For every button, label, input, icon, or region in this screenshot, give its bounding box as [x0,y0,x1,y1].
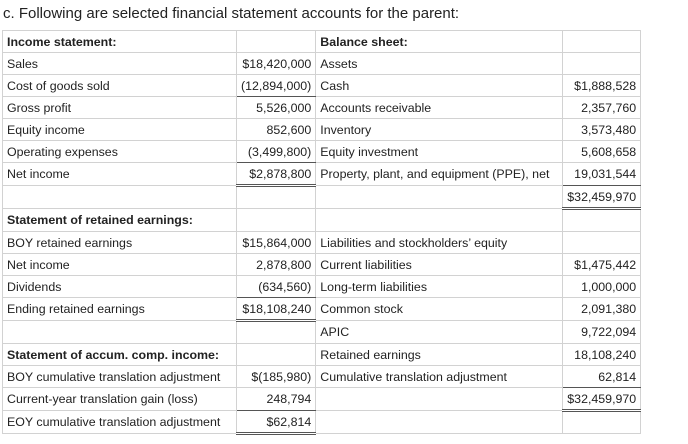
row-value: 1,000,000 [563,276,641,298]
row-value: 5,608,658 [563,141,641,163]
row-value: $2,878,800 [237,163,316,186]
table-row [3,298,641,321]
row-value: 248,794 [237,388,316,411]
table-row [3,411,641,434]
table-row [3,53,641,75]
row-value: 2,091,380 [563,298,641,321]
balance-sheet-header: Balance sheet: [316,31,563,53]
row-value [563,53,641,75]
row-value: 3,573,480 [563,119,641,141]
row-value: 2,357,760 [563,97,641,119]
table-row [3,97,641,119]
row-label: Inventory [316,119,563,141]
row-label: Cash [316,75,563,97]
table-row [3,388,641,411]
table-cell [563,31,641,53]
row-value: $18,420,000 [237,53,316,75]
row-label [316,411,563,434]
row-label: Current-year translation gain (loss) [3,388,237,411]
row-value: $1,888,528 [563,75,641,97]
table-row [3,321,641,344]
total-liabilities-equity-value: $32,459,970 [563,388,641,411]
row-value: 5,526,000 [237,97,316,119]
row-value [563,232,641,254]
table-row [3,31,641,53]
table-row [3,232,641,254]
row-label: Cost of goods sold [3,75,237,97]
row-value: (634,560) [237,276,316,298]
row-label: APIC [316,321,563,344]
row-label: Ending retained earnings [3,298,237,321]
row-value: $15,864,000 [237,232,316,254]
accum-comp-income-header: Statement of accum. comp. income: [3,344,237,366]
table-row [3,119,641,141]
table-row [3,366,641,388]
row-label: EOY cumulative translation adjustment [3,411,237,434]
page-heading: c. Following are selected financial statement accounts for the parent: [3,5,460,22]
row-value [237,321,316,344]
row-label: Retained earnings [316,344,563,366]
table-row [3,276,641,298]
row-label: Net income [3,254,237,276]
row-label: Property, plant, and equipment (PPE), net [316,163,563,186]
row-value: $1,475,442 [563,254,641,276]
row-label: Long-term liabilities [316,276,563,298]
row-label: Dividends [3,276,237,298]
financial-statements-table [2,30,641,435]
row-value: $62,814 [237,411,316,434]
row-label: Cumulative translation adjustment [316,366,563,388]
row-value: 19,031,544 [563,163,641,186]
row-label: Equity investment [316,141,563,163]
table-row [3,163,641,186]
row-value [563,209,641,232]
row-label [3,321,237,344]
table-row [3,75,641,97]
row-value: $(185,980) [237,366,316,388]
row-value: 62,814 [563,366,641,388]
row-value: 852,600 [237,119,316,141]
row-label: Accounts receivable [316,97,563,119]
row-value [237,209,316,232]
income-statement-header: Income statement: [3,31,237,53]
row-value: (3,499,800) [237,141,316,163]
row-label: Equity income [3,119,237,141]
row-value: 18,108,240 [563,344,641,366]
table-row [3,141,641,163]
row-label: Gross profit [3,97,237,119]
row-label: BOY retained earnings [3,232,237,254]
row-label: Sales [3,53,237,75]
row-label: Operating expenses [3,141,237,163]
row-label [316,209,563,232]
table-row [3,254,641,276]
row-label: Liabilities and stockholders’ equity [316,232,563,254]
table-row [3,186,641,209]
row-value: (12,894,000) [237,75,316,97]
table-row [3,344,641,366]
row-label: Net income [3,163,237,186]
row-value [563,411,641,434]
row-value [237,344,316,366]
retained-earnings-header: Statement of retained earnings: [3,209,237,232]
row-label [316,388,563,411]
row-label: Common stock [316,298,563,321]
row-value [237,186,316,209]
table-cell [237,31,316,53]
row-label: Current liabilities [316,254,563,276]
total-assets-value: $32,459,970 [563,186,641,209]
row-value: $18,108,240 [237,298,316,321]
row-value: 9,722,094 [563,321,641,344]
table-row [3,209,641,232]
row-label: BOY cumulative translation adjustment [3,366,237,388]
row-label [3,186,237,209]
row-label [316,186,563,209]
row-label: Assets [316,53,563,75]
row-value: 2,878,800 [237,254,316,276]
